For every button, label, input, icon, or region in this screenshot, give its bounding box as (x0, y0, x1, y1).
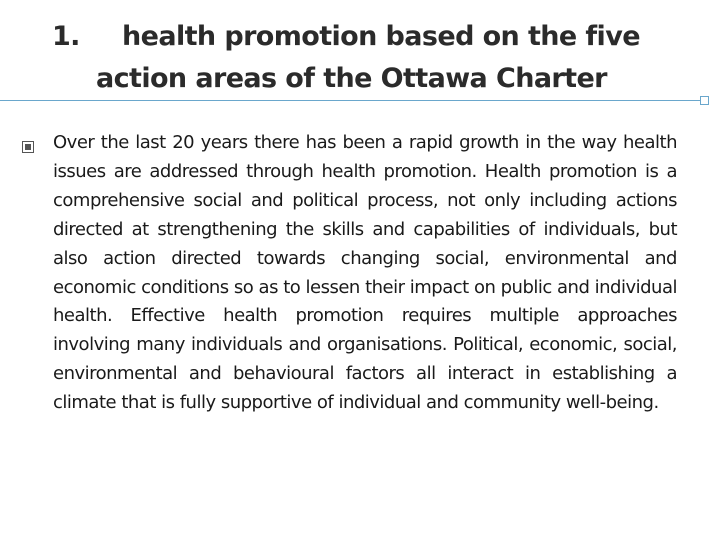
divider-end-square (700, 96, 709, 105)
title-number: 1. (52, 21, 80, 52)
square-bullet-icon (22, 141, 34, 153)
title-line-2: action areas of the Ottawa Charter (96, 63, 607, 94)
title-line-1: health promotion based on the five (122, 21, 640, 52)
bullet-paragraph: Over the last 20 years there has been a rapid growth in the way health issues are addressed through health promotion. Health promotion is a comprehensive social and political process, not only including actions directed at strengthening the skills and capabilities of individuals, but also action directed towards changing social, environmental and economic conditions so as to lessen their impact on public and individual health. Effective health promotion requires multiple approaches involving many individuals and organisations. Political, economic, social, environmental and behavioural factors all interact in establishing a climate that is fully supportive of individual and community well-being. (53, 132, 677, 414)
title-divider (0, 100, 700, 101)
slide-title (52, 16, 692, 100)
